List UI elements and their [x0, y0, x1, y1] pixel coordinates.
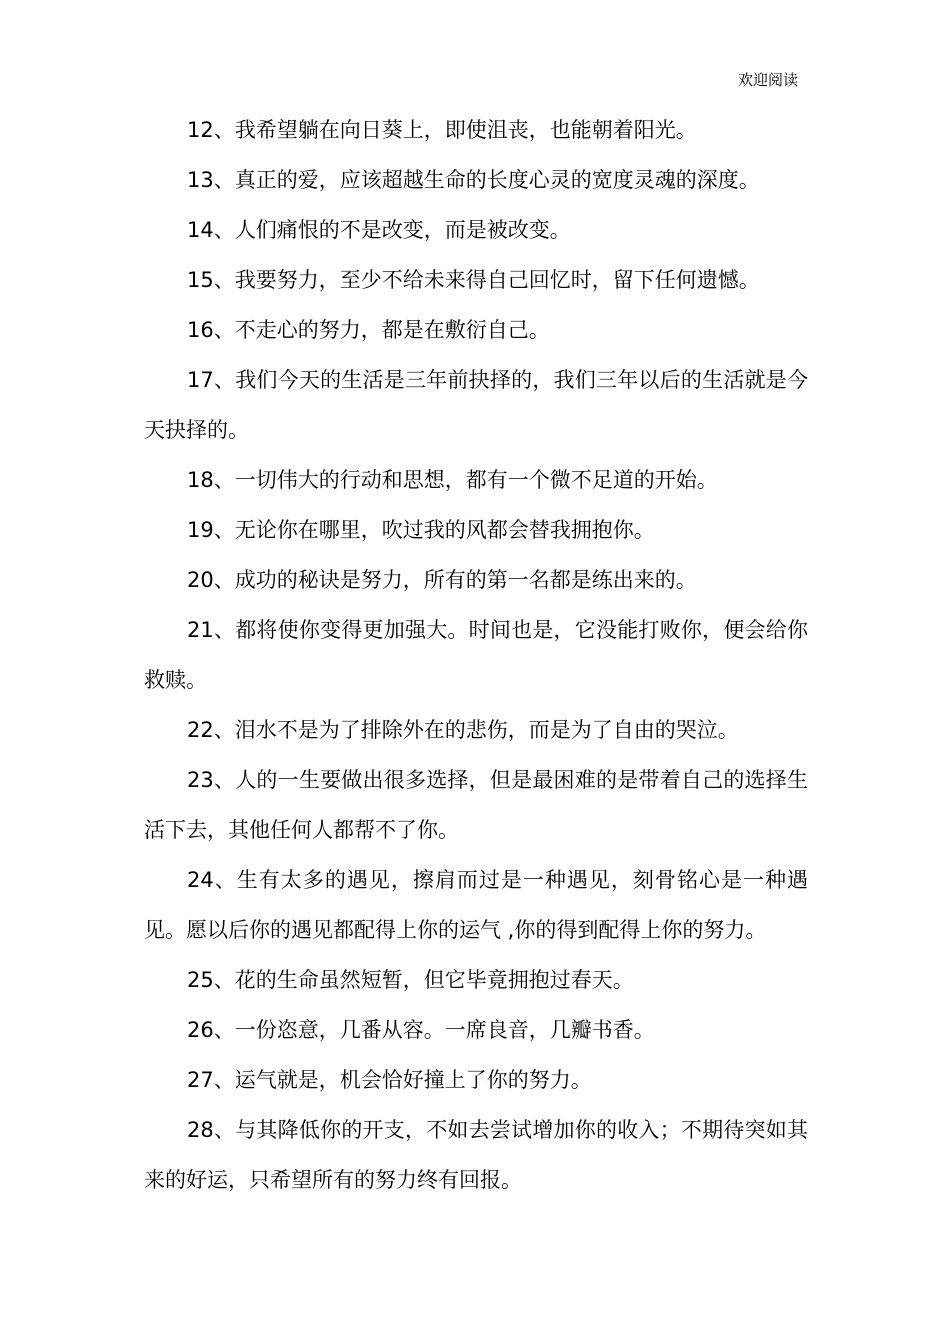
paragraph-19: 19、无论你在哪里，吹过我的风都会替我拥抱你。 [187, 518, 655, 542]
paragraph-18: 18、一切伟大的行动和思想，都有一个微不足道的开始。 [187, 468, 718, 492]
paragraph-20: 20、成功的秘诀是努力，所有的第一名都是练出来的。 [187, 568, 697, 592]
paragraph-list [144, 105, 808, 1205]
paragraph-17: 17、我们今天的生活是三年前抉择的，我们三年以后的生活就是今天抉择的。 [144, 368, 808, 442]
paragraph-15: 15、我要努力，至少不给未来得自己回忆时，留下任何遗憾。 [187, 268, 760, 292]
paragraph-14: 14、人们痛恨的不是改变，而是被改变。 [187, 218, 571, 242]
paragraph-28: 28、与其降低你的开支，不如去尝试增加你的收入；不期待突如其来的好运，只希望所有的努力终有回报。 [144, 1118, 808, 1192]
paragraph-25: 25、花的生命虽然短暂，但它毕竟拥抱过春天。 [187, 968, 634, 992]
paragraph-26: 26、一份恣意，几番从容。一席良音，几瓣书香。 [187, 1018, 655, 1042]
paragraph-27: 27、运气就是，机会恰好撞上了你的努力。 [187, 1068, 592, 1092]
paragraph-16: 16、不走心的努力，都是在敷衍自己。 [187, 318, 550, 342]
paragraph-12: 12、我希望躺在向日葵上，即使沮丧，也能朝着阳光。 [187, 118, 697, 142]
paragraph-21: 21、都将使你变得更加强大。时间也是，它没能打败你，便会给你救赎。 [144, 618, 808, 692]
paragraph-22: 22、泪水不是为了排除外在的悲伤，而是为了自由的哭泣。 [187, 718, 739, 742]
paragraph-24: 24、生有太多的遇见，擦肩而过是一种遇见，刻骨铭心是一种遇见。愿以后你的遇见都配得上你的运气 ,你的得到配得上你的努力。 [144, 868, 808, 942]
paragraph-13: 13、真正的爱，应该超越生命的长度心灵的宽度灵魂的深度。 [187, 168, 760, 192]
header-label: 欢迎阅读 [737, 71, 798, 89]
paragraph-23: 23、人的一生要做出很多选择，但是最困难的是带着自己的选择生活下去，其他任何人都帮不了你。 [144, 768, 808, 842]
